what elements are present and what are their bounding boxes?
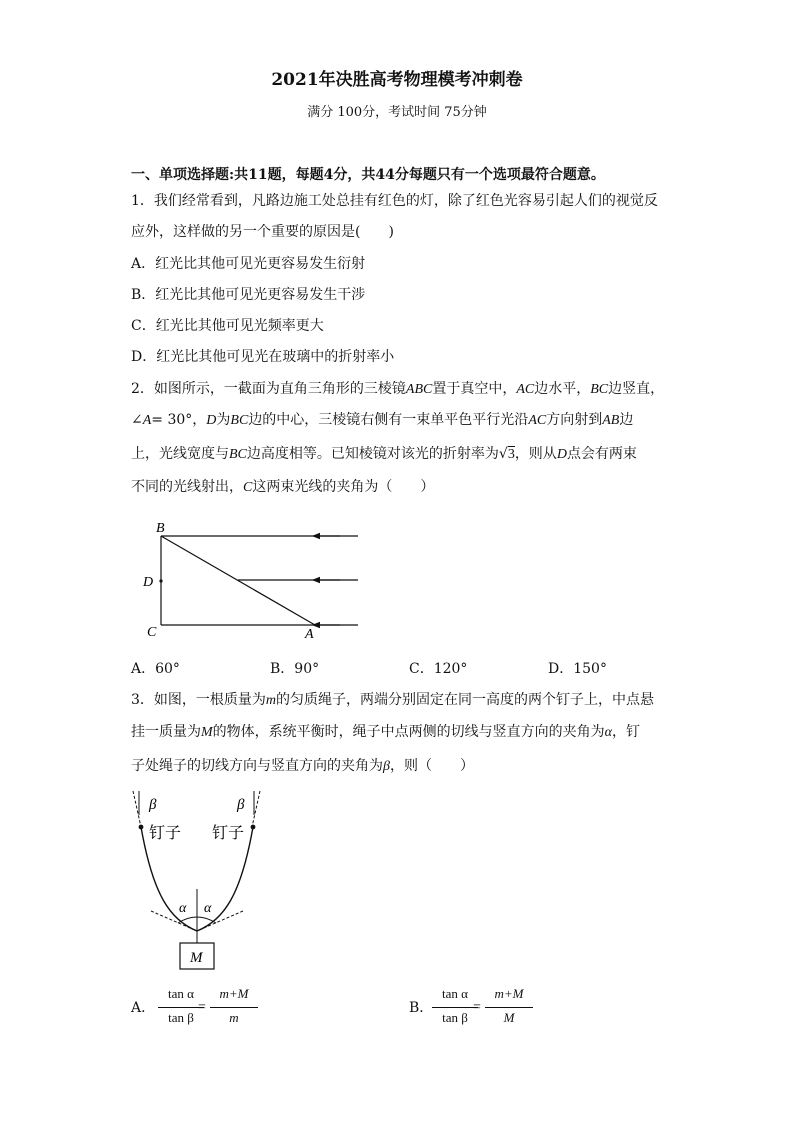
label-a: A [305, 627, 314, 642]
frac-bar [432, 1007, 478, 1008]
q3-option-b-left-fraction [432, 986, 478, 1030]
frac-den: m [229, 1010, 239, 1025]
frac-den: tan β [168, 1010, 194, 1025]
q2-option-c[interactable]: C．120° [409, 661, 468, 677]
nail-left [139, 825, 144, 830]
tangent-left-mid [151, 911, 197, 931]
q1-stem-line2: 应外，这样做的另一个重要的原因是( ) [131, 224, 394, 240]
q3-option-b-label: B． [409, 1000, 434, 1016]
nail-label-right: 钉子 [212, 823, 245, 842]
alpha-label-left: α [179, 901, 187, 916]
frac-bar [485, 1007, 533, 1008]
q2-stem-line4: 不同的光线射出，C这两束光线的夹角为（ ） [131, 479, 435, 495]
q3-option-b-right-fraction [485, 986, 533, 1030]
frac-num: tan α [442, 986, 468, 1001]
mass-label: M [190, 950, 203, 966]
q3-option-a-label: A． [131, 1000, 156, 1016]
frac-num: m+M [494, 986, 524, 1001]
q3-stem-line1: 3．如图，一根质量为m的匀质绳子，两端分别固定在同一高度的两个钉子上，中点悬 [131, 692, 655, 708]
label-d: D [143, 575, 154, 590]
q1-option-a[interactable]: A．红光比其他可见光更容易发生衍射 [131, 256, 366, 272]
q3-rope-figure [125, 785, 275, 975]
frac-den: M [503, 1010, 515, 1025]
nail-right [251, 825, 256, 830]
tangent-right-nail [252, 791, 260, 827]
label-c: C [147, 625, 157, 640]
beta-label-right: β [237, 797, 245, 813]
point-d [159, 579, 162, 582]
frac-bar [210, 1007, 258, 1008]
q2-option-d[interactable]: D．150° [548, 661, 607, 677]
exam-subtitle: 满分 100分，考试时间 75分钟 [307, 105, 487, 120]
tangent-left-nail [133, 791, 141, 827]
q1-option-c[interactable]: C．红光比其他可见光频率更大 [131, 318, 324, 334]
q2-stem-line2: ∠A= 30°，D为BC边的中心，三棱镜右侧有一束单平色平行光沿AC方向射到AB边 [131, 412, 634, 428]
beta-label-left: β [149, 797, 157, 813]
q2-stem-line3: 上，光线宽度与BC边高度相等。已知棱镜对该光的折射率为√3，则从D点会有两束 [131, 446, 637, 462]
q1-stem-line1: 1．我们经常看到，凡路边施工处总挂有红色的灯，除了红色光容易引起人们的视觉反 [131, 193, 658, 209]
label-b: B [156, 521, 165, 536]
q2-prism-figure [140, 515, 370, 645]
q2-stem-line1: 2．如图所示，一截面为直角三角形的三棱镜ABC置于真空中，AC边水平，BC边竖直， [131, 381, 665, 397]
q3-option-b-equals: = [473, 1000, 481, 1015]
sqrt-symbol: √ [498, 446, 508, 462]
q2-option-a[interactable]: A．60° [131, 661, 180, 677]
exam-title: 2021年决胜高考物理模考冲刺卷 [271, 70, 523, 90]
q3-stem-line3: 子处绳子的切线方向与竖直方向的夹角为β，则（ ） [131, 758, 474, 774]
q2-option-b[interactable]: B．90° [270, 661, 320, 677]
frac-num: tan α [168, 986, 194, 1001]
frac-num: m+M [219, 986, 249, 1001]
q1-option-d[interactable]: D．红光比其他可见光在玻璃中的折射率小 [131, 349, 395, 365]
q1-option-b[interactable]: B．红光比其他可见光更容易发生干涉 [131, 287, 366, 303]
q3-option-a-right-fraction [210, 986, 258, 1030]
q3-option-a-equals: = [198, 1000, 206, 1015]
q3-stem-line2: 挂一质量为M的物体，系统平衡时，绳子中点两侧的切线与竖直方向的夹角为α，钉 [131, 724, 641, 740]
section-heading: 一、单项选择题:共11题，每题4分，共44分每题只有一个选项最符合题意。 [131, 167, 605, 183]
alpha-label-right: α [204, 901, 212, 916]
nail-label-left: 钉子 [149, 823, 182, 842]
frac-den: tan β [442, 1010, 468, 1025]
